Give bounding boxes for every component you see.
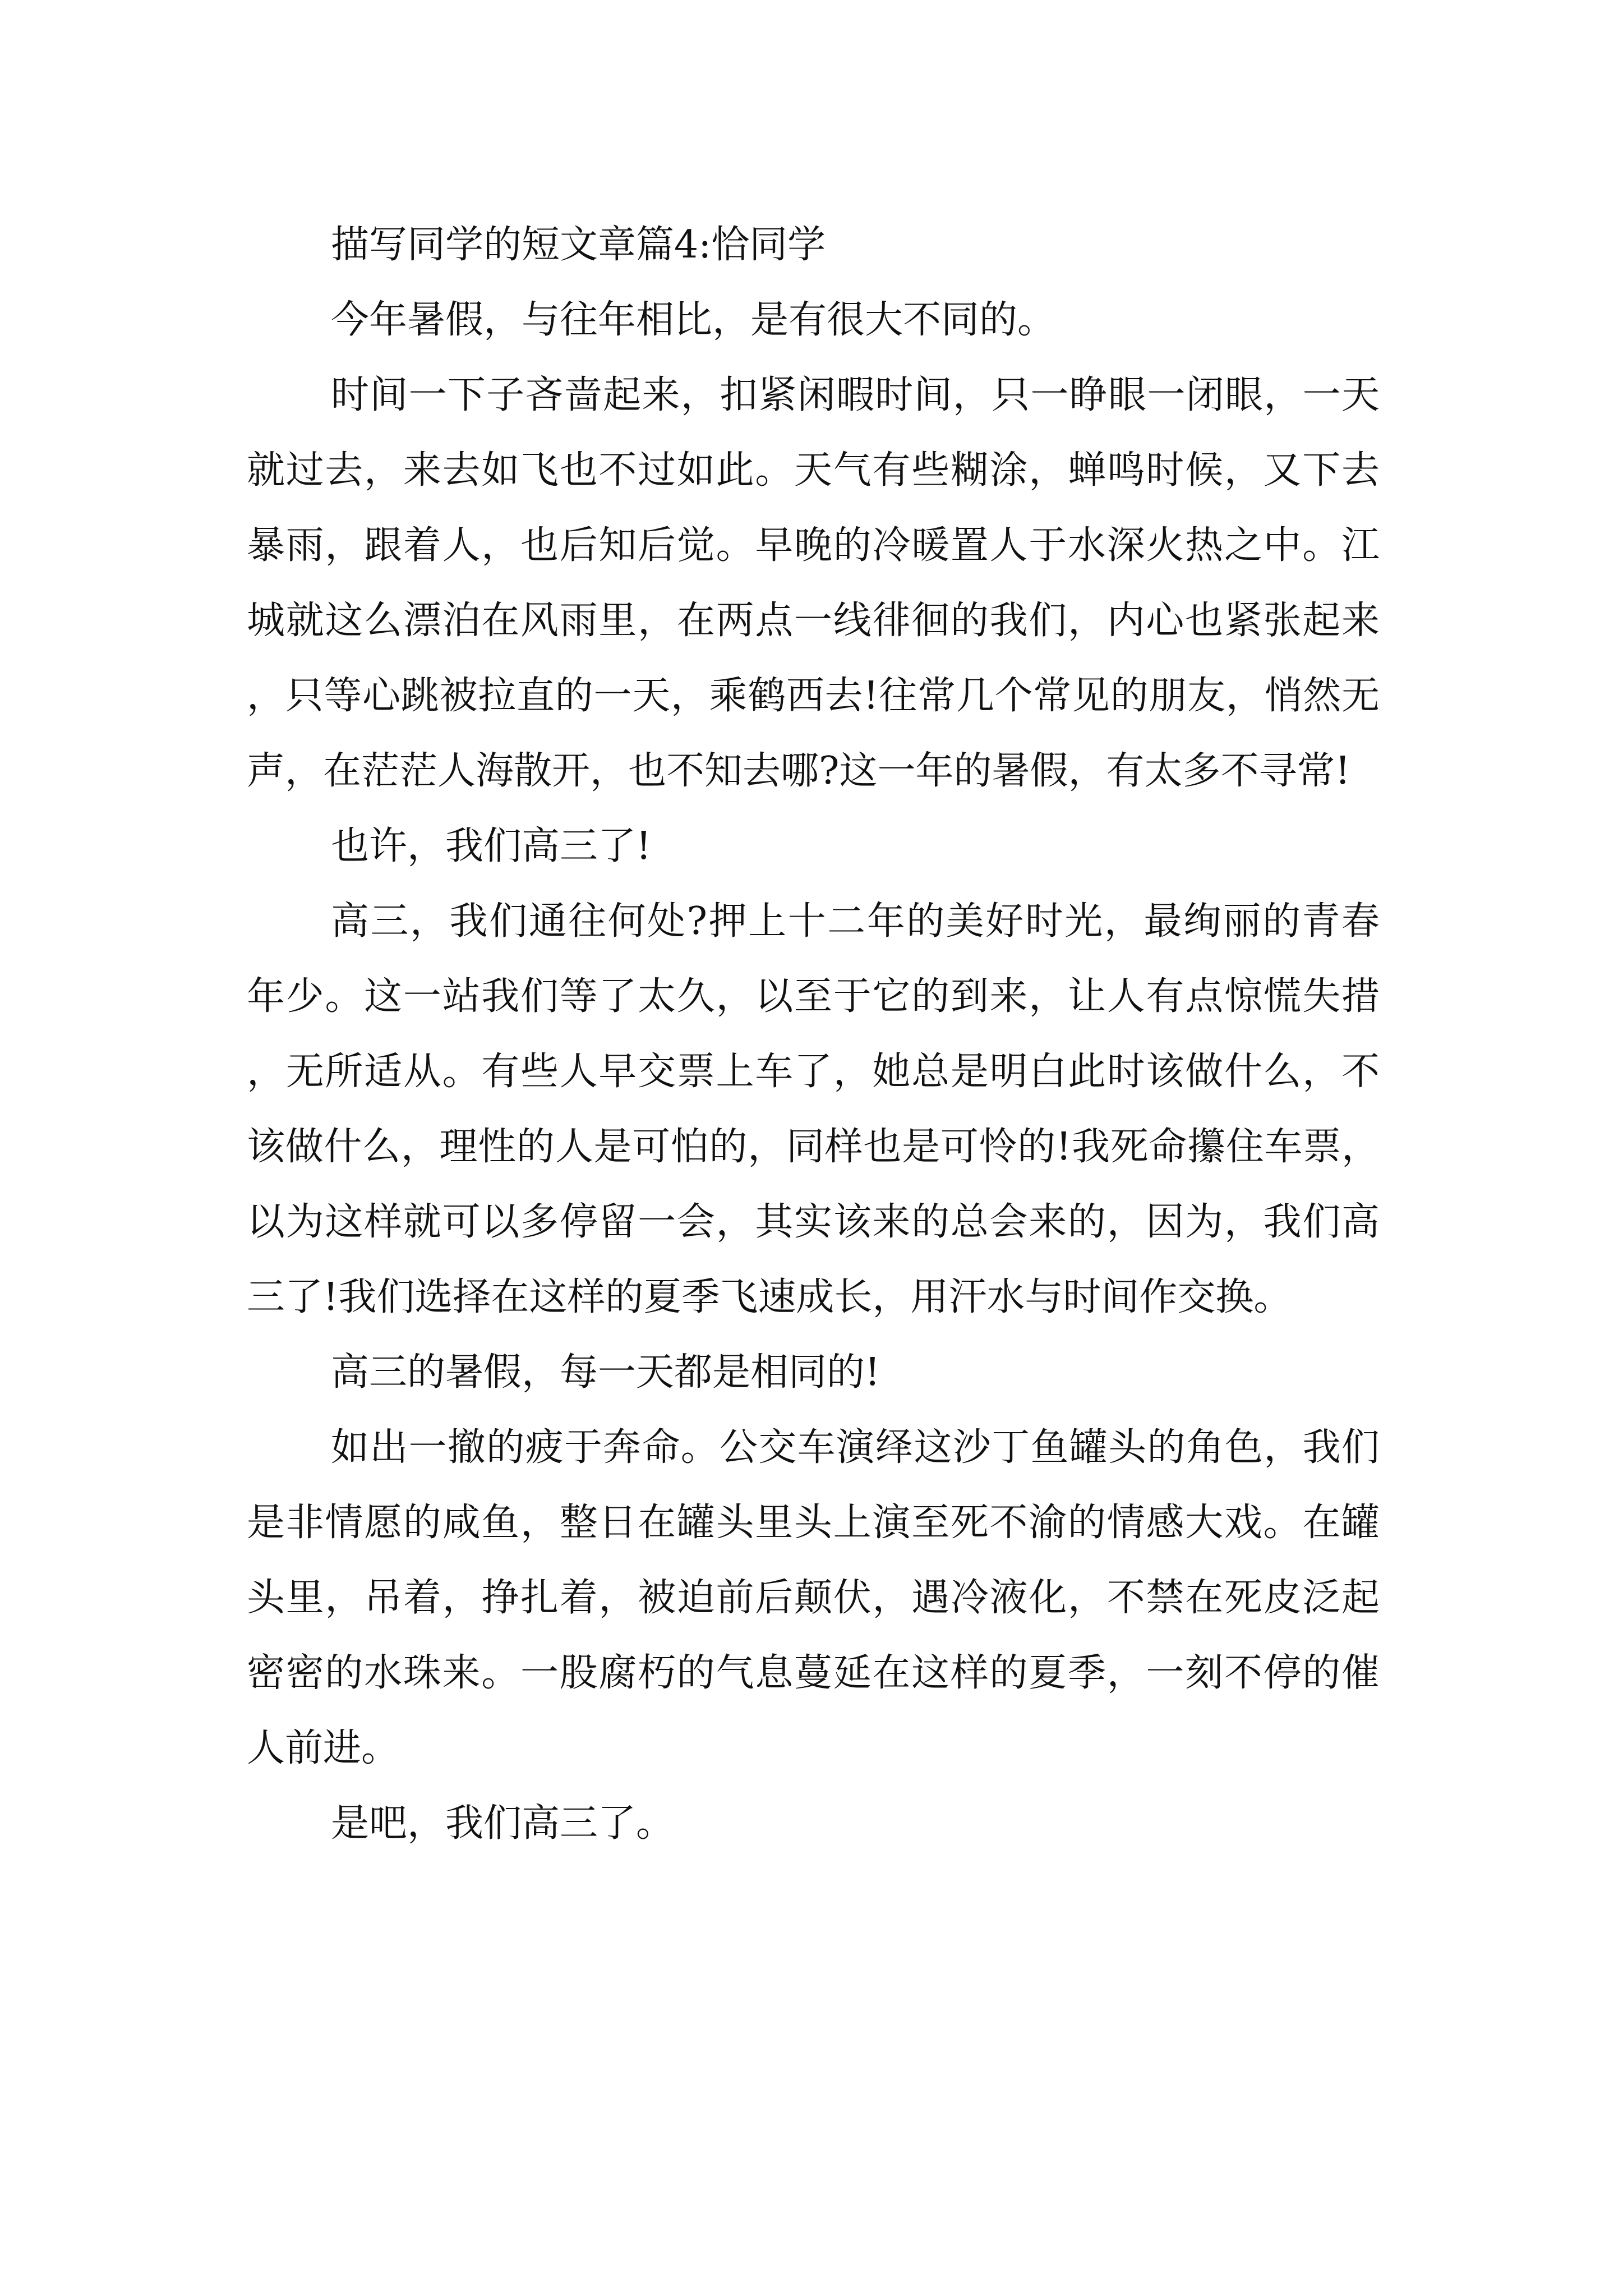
article-body xyxy=(247,208,1380,1861)
paragraph-7: 是吧，我们高三了。 xyxy=(331,1801,675,1846)
paragraph-5: 高三的暑假，每一天都是相同的! xyxy=(331,1350,880,1395)
paragraph-1: 今年暑假，与往年相比，是有很大不同的。 xyxy=(331,298,1056,342)
paragraph-6: 如出一撤的疲于奔命。公交车演绎这沙丁鱼罐头的角色，我们是非情愿的咸鱼，整日在罐头里头上演至死不渝的情感大戏。在罐头里，吊着，挣扎着，被迫前后颠伏，遇冷液化，不禁在死皮泛起密密的水珠来。一股腐朽的气息蔓延在这样的夏季，一刻不停的催人前进。 xyxy=(247,1425,1380,1770)
paragraph-4: 高三，我们通往何处?押上十二年的美好时光，最绚丽的青春年少。这一站我们等了太久，以至于它的到来，让人有点惊慌失措，无所适从。有些人早交票上车了，她总是明白此时该做什么，不该做什么，理性的人是可怕的，同样也是可怜的!我死命攥住车票，以为这样就可以多停留一会，其实该来的总会来的，因为，我们高三了!我们选择在这样的夏季飞速成长，用汗水与时间作交换。 xyxy=(247,899,1380,1319)
article-title: 描写同学的短文章篇4:恰同学 xyxy=(331,223,826,267)
paragraph-3: 也许，我们高三了! xyxy=(331,824,652,868)
paragraph-2: 时间一下子吝啬起来，扣紧闲暇时间，只一睁眼一闭眼，一天就过去，来去如飞也不过如此。天气有些糊涂，蝉鸣时候，又下去暴雨，跟着人，也后知后觉。早晚的冷暖置人于水深火热之中。江城就这么漂泊在风雨里，在两点一线徘徊的我们，内心也紧张起来，只等心跳被拉直的一天，乘鹤西去!往常几个常见的朋友，悄然无声，在茫茫人海散开，也不知去哪?这一年的暑假，有太多不寻常! xyxy=(247,373,1380,793)
